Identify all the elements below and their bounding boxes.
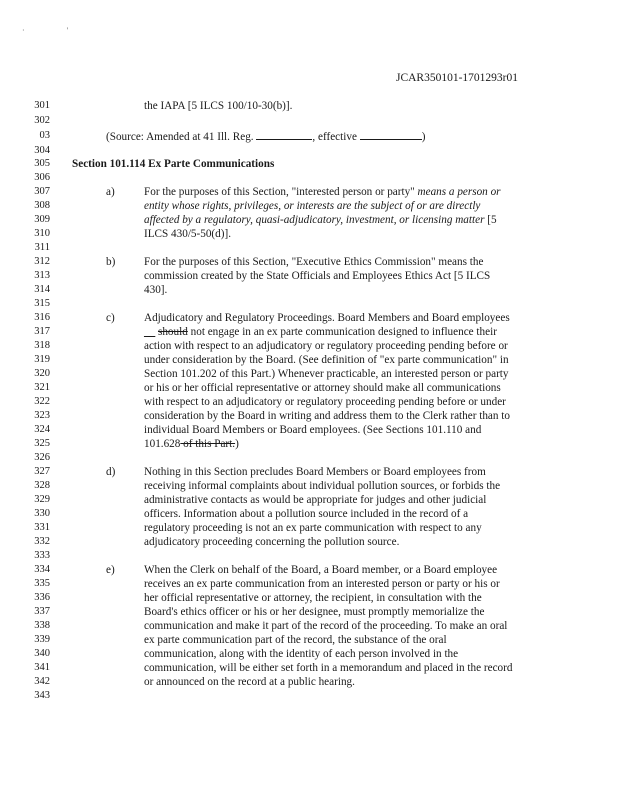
line-text-italic: affected by a regulatory, quasi-adjudicatory, investment, or licensing matter	[144, 214, 485, 226]
line-text: receiving informal complaints about individual pollution sources, or forbids the	[144, 480, 501, 492]
doc-line	[0, 521, 618, 535]
line-number: 333	[34, 550, 50, 561]
line-number: 307	[34, 186, 50, 197]
source-note-text: (Source: Amended at 41 Ill. Reg.	[106, 131, 254, 143]
subsection-label: d)	[106, 466, 116, 478]
source-note-end: )	[421, 131, 426, 143]
line-number: 327	[34, 466, 50, 477]
doc-line	[0, 409, 618, 423]
line-number: 323	[34, 410, 50, 421]
line-text: her official representative or attorney, the recipient, in consultation with the	[144, 592, 482, 604]
doc-line	[0, 437, 618, 451]
line-text: action with respect to an adjudicatory or regulatory proceeding pending before or	[144, 340, 508, 352]
line-text	[144, 199, 480, 213]
line-number: 336	[34, 592, 50, 603]
line-number: 308	[34, 200, 50, 211]
subsection-label: b)	[106, 256, 116, 268]
doc-line	[0, 577, 618, 591]
line-text: receives an ex parte communication from an interested person or party or his or	[144, 578, 500, 590]
line-text	[144, 213, 497, 227]
line-text: Nothing in this Section precludes Board Members or Board employees from	[144, 466, 486, 478]
struck-text: of this Part.	[180, 438, 236, 450]
doc-line	[0, 157, 618, 171]
line-text: ex parte communication part of the record, the substance of the oral	[144, 634, 447, 646]
line-number: 342	[34, 676, 50, 687]
effective-blank	[360, 129, 422, 140]
line-text: officers. Information about a pollution source included in the record of a	[144, 508, 469, 520]
doc-line	[0, 114, 618, 128]
line-number: 324	[34, 424, 50, 435]
line-number: 304	[34, 145, 50, 156]
line-number: 302	[34, 115, 50, 126]
line-number: 314	[34, 284, 50, 295]
line-text: Board's ethics officer or his or her designee, must promptly memorialize the	[144, 606, 485, 618]
line-text: regulatory proceeding is not an ex parte communication with respect to any	[144, 522, 482, 534]
line-number: 331	[34, 522, 50, 533]
line-number: 326	[34, 452, 50, 463]
line-text: communication and make it part of the record of the proceeding. To make an oral	[144, 620, 508, 632]
doc-line	[0, 465, 618, 479]
section-heading: Section 101.114 Ex Parte Communications	[72, 158, 275, 170]
line-number: 320	[34, 368, 50, 379]
line-text: the IAPA [5 ILCS 100/10-30(b)].	[144, 100, 293, 112]
line-number: 315	[34, 298, 50, 309]
line-text-italic: entity whose rights, privileges, or interests are the subject of or are directly	[144, 200, 481, 212]
doc-line	[0, 297, 618, 311]
line-text: consideration by the Board in writing and address them to the Clerk rather than to	[144, 410, 510, 422]
doc-line	[0, 619, 618, 633]
doc-line	[0, 591, 618, 605]
line-number: 311	[34, 242, 50, 253]
line-number: 316	[34, 312, 50, 323]
subsection-label: c)	[106, 312, 115, 324]
line-number: 319	[34, 354, 50, 365]
line-text	[144, 325, 497, 339]
line-number: 341	[34, 662, 50, 673]
doc-line	[0, 535, 618, 549]
line-number: 337	[34, 606, 50, 617]
doc-line	[0, 689, 618, 703]
doc-line	[0, 269, 618, 283]
line-text: with respect to an adjudicatory or regulatory proceeding pending before or under	[144, 396, 506, 408]
doc-line	[0, 633, 618, 647]
doc-line	[0, 353, 618, 367]
line-number: 340	[34, 648, 50, 659]
doc-line	[0, 255, 618, 269]
doc-line	[0, 199, 618, 213]
line-number: 334	[34, 564, 50, 575]
subsection-label: e)	[106, 564, 115, 576]
doc-line	[0, 241, 618, 255]
doc-line	[0, 99, 618, 113]
doc-line	[0, 549, 618, 563]
source-note-mid: , effective	[312, 131, 357, 143]
line-number: 338	[34, 620, 50, 631]
document-id: JCAR350101-1701293r01	[395, 72, 518, 84]
line-text: communication, will be either set forth in a memorandum and placed in the record	[144, 662, 513, 674]
doc-line	[0, 493, 618, 507]
line-text: communication, along with the identity of each person involved in the	[144, 648, 459, 660]
line-number: 309	[34, 214, 50, 225]
line-text-end: )	[235, 438, 239, 450]
line-number: 330	[34, 508, 50, 519]
doc-line	[0, 423, 618, 437]
line-text: adjudicatory proceeding concerning the pollution source.	[144, 536, 400, 548]
line-number: 318	[34, 340, 50, 351]
line-text: individual Board Members or Board employees. (See Sections 101.110 and	[144, 424, 482, 436]
subsection-label: a)	[106, 186, 115, 198]
doc-line	[0, 283, 618, 297]
line-text: 430].	[144, 284, 168, 296]
doc-line	[0, 451, 618, 465]
line-text: When the Clerk on behalf of the Board, a Board member, or a Board employee	[144, 564, 498, 576]
line-number: 310	[34, 228, 50, 239]
line-text: or announced on the record at a public hearing.	[144, 676, 355, 688]
doc-line	[0, 395, 618, 409]
doc-line	[0, 661, 618, 675]
line-text-plain: 101.628	[144, 438, 181, 450]
line-text: For the purposes of this Section, "Executive Ethics Commission" means the	[144, 256, 484, 268]
line-number: 328	[34, 480, 50, 491]
doc-line	[0, 675, 618, 689]
line-number: 325	[34, 438, 50, 449]
line-text: or his or her official representative or attorney should make all communications	[144, 382, 501, 394]
doc-line	[0, 185, 618, 199]
line-text-plain: For the purposes of this Section, "interested person or party"	[144, 186, 418, 198]
line-text: under consideration by the Board. (See definition of "ex parte communication" in	[144, 354, 509, 366]
doc-line	[0, 129, 618, 143]
doc-line	[0, 227, 618, 241]
doc-line	[0, 479, 618, 493]
doc-line	[0, 171, 618, 185]
doc-line	[0, 339, 618, 353]
line-number: 03	[39, 130, 50, 141]
scan-specks: · '	[22, 26, 89, 35]
struck-text: should	[157, 326, 188, 338]
line-number: 301	[34, 100, 50, 111]
doc-line	[0, 325, 618, 339]
line-text-plain: not engage in an ex parte communication designed to influence their	[187, 326, 497, 338]
line-number: 313	[34, 270, 50, 281]
doc-line	[0, 381, 618, 395]
doc-line	[0, 144, 618, 158]
line-number: 305	[34, 158, 50, 169]
line-number: 332	[34, 536, 50, 547]
line-number: 321	[34, 382, 50, 393]
reg-blank	[256, 129, 312, 140]
line-text	[144, 437, 239, 451]
line-text-plain: [5	[484, 214, 497, 226]
line-text-italic: means a person or	[417, 186, 501, 198]
line-number: 322	[34, 396, 50, 407]
doc-line	[0, 367, 618, 381]
line-number: 339	[34, 634, 50, 645]
line-number: 317	[34, 326, 50, 337]
line-text: Section 101.202 of this Part.) Whenever practicable, an interested person or party	[144, 368, 509, 380]
doc-line	[0, 605, 618, 619]
line-number: 335	[34, 578, 50, 589]
doc-line	[0, 647, 618, 661]
line-text	[144, 185, 501, 199]
inserted-text: __	[144, 326, 156, 338]
line-text: ILCS 430/5-50(d)].	[144, 228, 232, 240]
doc-line	[0, 563, 618, 577]
doc-line	[0, 213, 618, 227]
doc-line	[0, 311, 618, 325]
doc-line	[0, 507, 618, 521]
line-number: 312	[34, 256, 50, 267]
line-number: 306	[34, 172, 50, 183]
line-number: 329	[34, 494, 50, 505]
line-text: administrative contacts as would be appropriate for judges and other judicial	[144, 494, 487, 506]
line-text: Adjudicatory and Regulatory Proceedings. Board Members and Board employees	[144, 312, 510, 324]
line-number: 343	[34, 690, 50, 701]
line-text: commission created by the State Officials and Employees Ethics Act [5 ILCS	[144, 270, 491, 282]
source-note	[106, 129, 425, 144]
